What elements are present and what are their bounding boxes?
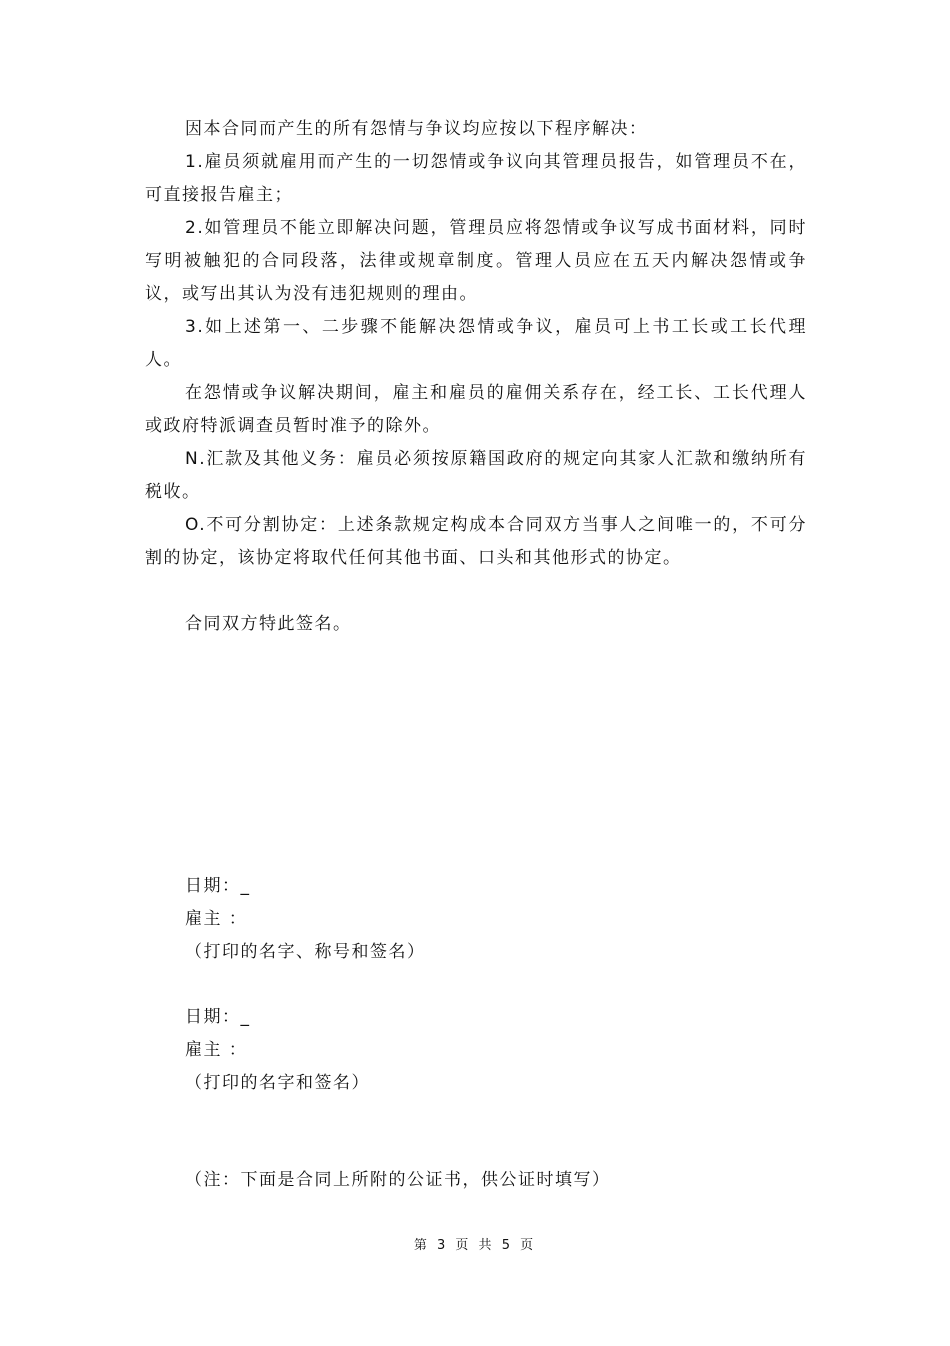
paragraph-step-1: 1.雇员须就雇用而产生的一切怨情或争议向其管理员报告，如管理员不在，可直接报告雇主； — [145, 152, 807, 205]
paragraph-step-2: 2.如管理员不能立即解决问题，管理员应将怨情或争议写成书面材料，同时写明被触犯的合同段落，法律或规章制度。管理人员应在五天内解决怨情或争议，或写出其认为没有违犯规则的理由。 — [145, 218, 807, 304]
date-label: 日期：_ — [185, 1007, 251, 1027]
signature-instruction: （打印的名字、称号和签名） — [185, 942, 426, 962]
notary-note: （注：下面是合同上所附的公证书，供公证时填写） — [185, 1170, 611, 1190]
page-number-footer: 第 3 页 共 5 页 — [413, 1238, 537, 1253]
signature-instruction: （打印的名字和签名） — [185, 1073, 370, 1093]
employer-label: 雇主 ： — [185, 909, 248, 929]
paragraph-integration: O.不可分割协定：上述条款规定构成本合同双方当事人之间唯一的，不可分割的协定，该协定将取代任何其他书面、口头和其他形式的协定。 — [145, 515, 807, 568]
paragraph-intro: 因本合同而产生的所有怨情与争议均应按以下程序解决： — [185, 119, 648, 139]
employer-label: 雇主 ： — [185, 1040, 248, 1060]
paragraph-remittance: N.汇款及其他义务：雇员必须按原籍国政府的规定向其家人汇款和缴纳所有税收。 — [145, 449, 807, 502]
date-label: 日期：_ — [185, 876, 251, 896]
sign-statement: 合同双方特此签名。 — [185, 614, 352, 634]
contract-body — [145, 113, 807, 641]
signature-block-2 — [185, 1001, 370, 1100]
signature-block-1 — [185, 870, 426, 969]
paragraph-step-3: 3.如上述第一、二步骤不能解决怨情或争议，雇员可上书工长或工长代理人。 — [145, 317, 807, 370]
paragraph-dispute-period: 在怨情或争议解决期间，雇主和雇员的雇佣关系存在，经工长、工长代理人或政府特派调查员暂时准予的除外。 — [145, 383, 807, 436]
